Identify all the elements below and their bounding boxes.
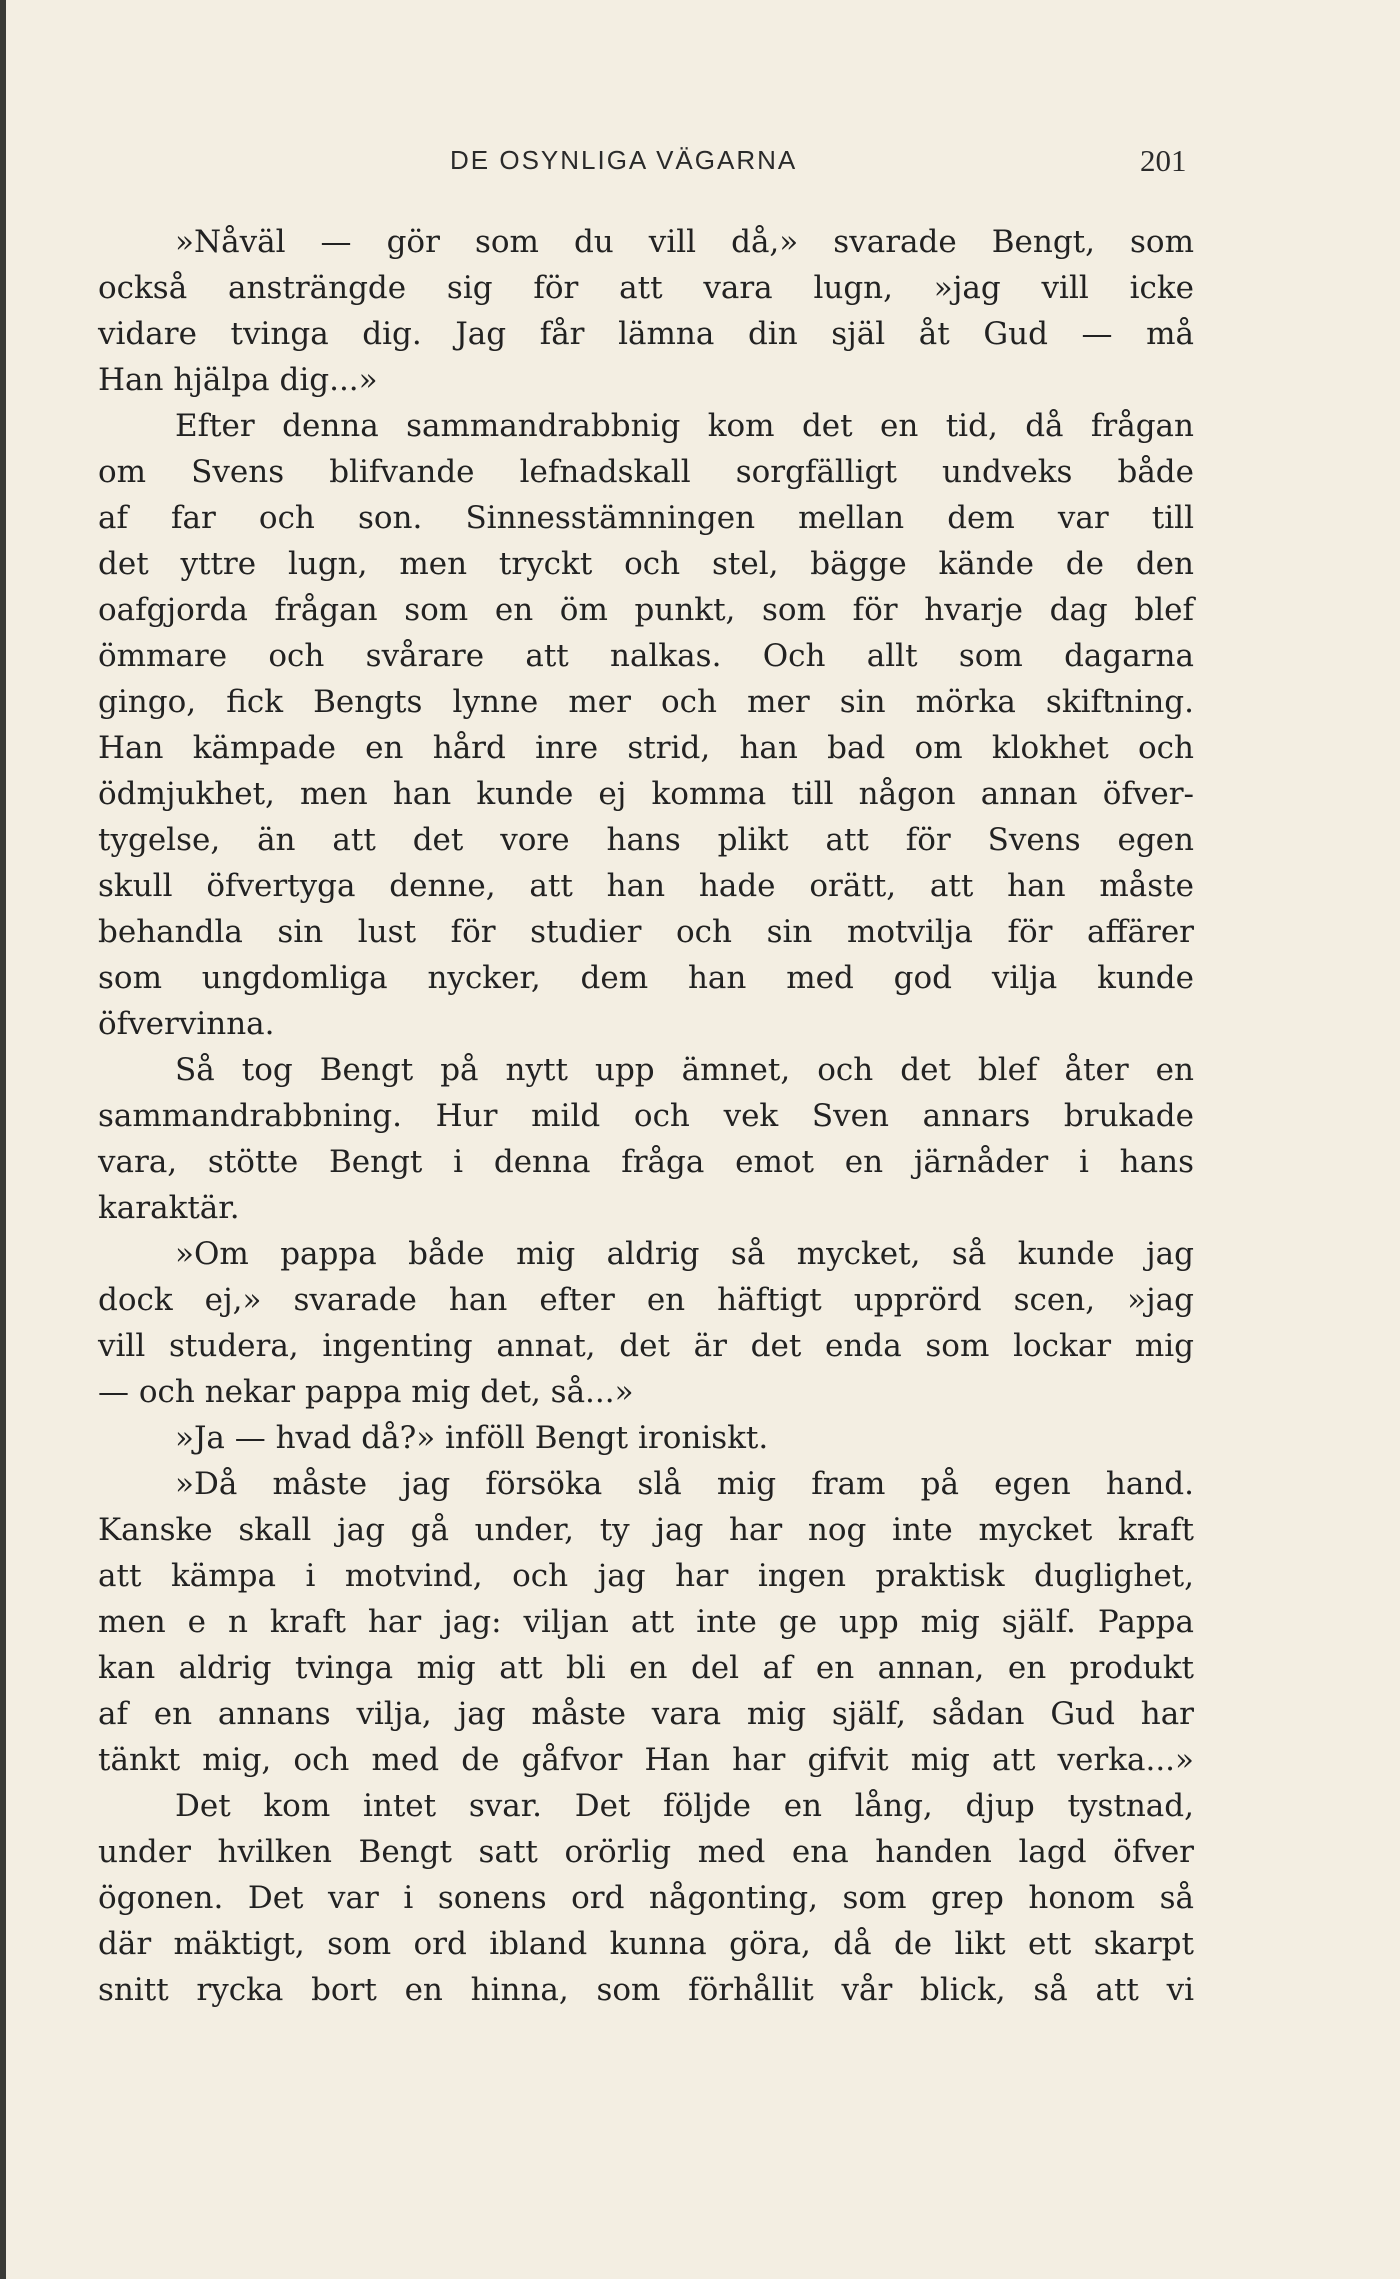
text-line: vill studera, ingenting annat, det är det enda som lockar mig: [98, 1328, 1194, 1364]
text-line: karaktär.: [98, 1190, 240, 1226]
text-line: ödmjukhet, men han kunde ej komma till någon annan öfver-: [98, 776, 1194, 812]
text-line: »Nåväl — gör som du vill då,» svarade Bengt, som: [175, 224, 1194, 260]
text-line: — och nekar pappa mig det, så...»: [98, 1374, 634, 1410]
text-line: där mäktigt, som ord ibland kunna göra, då de likt ett skarpt: [98, 1926, 1194, 1962]
text-line: »Ja — hvad då?» inföll Bengt ironiskt.: [175, 1420, 769, 1456]
text-line: tygelse, än att det vore hans plikt att för Svens egen: [98, 822, 1194, 858]
text-line: dock ej,» svarade han efter en häftigt upprörd scen, »jag: [98, 1282, 1194, 1318]
text-line: Han kämpade en hård inre strid, han bad om klokhet och: [98, 730, 1194, 766]
text-line: oafgjorda frågan som en öm punkt, som för hvarje dag blef: [98, 592, 1194, 628]
text-line: ömmare och svårare att nalkas. Och allt som dagarna: [98, 638, 1194, 674]
text-line: Kanske skall jag gå under, ty jag har nog inte mycket kraft: [98, 1512, 1194, 1548]
text-line: Det kom intet svar. Det följde en lång, djup tystnad,: [175, 1788, 1194, 1824]
text-line: behandla sin lust för studier och sin motvilja för affärer: [98, 914, 1194, 950]
text-line: under hvilken Bengt satt orörlig med ena handen lagd öfver: [98, 1834, 1194, 1870]
text-line: som ungdomliga nycker, dem han med god vilja kunde: [98, 960, 1194, 996]
text-line: snitt rycka bort en hinna, som förhållit vår blick, så att vi: [98, 1972, 1194, 2008]
text-line: Efter denna sammandrabbnig kom det en tid, då frågan: [175, 408, 1194, 444]
text-line: skull öfvertyga denne, att han hade orätt, att han måste: [98, 868, 1194, 904]
text-line: gingo, fick Bengts lynne mer och mer sin mörka skiftning.: [98, 684, 1194, 720]
text-line: tänkt mig, och med de gåfvor Han har gifvit mig att verka...»: [98, 1742, 1194, 1778]
text-line: »Om pappa både mig aldrig så mycket, så kunde jag: [175, 1236, 1194, 1272]
text-line: kan aldrig tvinga mig att bli en del af en annan, en produkt: [98, 1650, 1194, 1686]
text-line: det yttre lugn, men tryckt och stel, bägge kände de den: [98, 546, 1194, 582]
text-line: men e n kraft har jag: viljan att inte ge upp mig själf. Pappa: [98, 1604, 1194, 1640]
text-line: vidare tvinga dig. Jag får lämna din själ åt Gud — må: [98, 316, 1194, 352]
text-line: ögonen. Det var i sonens ord någonting, som grep honom så: [98, 1880, 1194, 1916]
text-line: Så tog Bengt på nytt upp ämnet, och det blef åter en: [175, 1052, 1194, 1088]
text-line: att kämpa i motvind, och jag har ingen praktisk duglighet,: [98, 1558, 1194, 1594]
text-line: öfvervinna.: [98, 1006, 275, 1042]
text-line: af en annans vilja, jag måste vara mig själf, sådan Gud har: [98, 1696, 1194, 1732]
text-line: Han hjälpa dig...»: [98, 362, 378, 398]
text-line: »Då måste jag försöka slå mig fram på egen hand.: [175, 1466, 1194, 1502]
text-line: också ansträngde sig för att vara lugn, »jag vill icke: [98, 270, 1194, 306]
text-line: vara, stötte Bengt i denna fråga emot en järnåder i hans: [98, 1144, 1194, 1180]
page-number: 201: [1140, 143, 1187, 178]
text-line: sammandrabbning. Hur mild och vek Sven annars brukade: [98, 1098, 1194, 1134]
text-line: af far och son. Sinnesstämningen mellan dem var till: [98, 500, 1194, 536]
page-spine-edge: [0, 0, 6, 2279]
running-header: DE OSYNLIGA VÄGARNA: [450, 145, 798, 175]
text-line: om Svens blifvande lefnadskall sorgfälligt undveks både: [98, 454, 1194, 490]
